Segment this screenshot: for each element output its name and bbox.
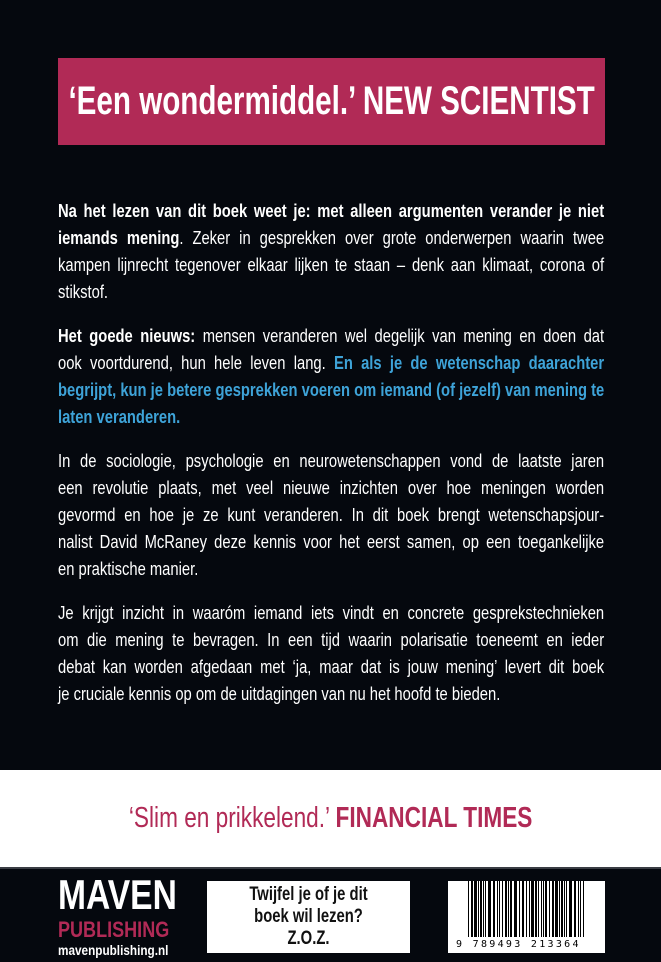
banner-text xyxy=(68,79,594,124)
teaser-zoz: Z.O.Z. xyxy=(287,928,330,949)
publisher-name: MAVEN xyxy=(58,871,177,918)
barcode-bar xyxy=(531,881,534,937)
barcode-bar xyxy=(564,881,565,937)
barcode-bar xyxy=(519,881,520,937)
text-segment: Het goede nieuws: xyxy=(58,326,196,346)
quote-banner xyxy=(58,58,605,145)
text-segment: iemands mening xyxy=(58,228,180,248)
text-line xyxy=(58,225,604,252)
text-line xyxy=(58,448,604,475)
text-line xyxy=(58,404,604,431)
barcode-bar xyxy=(474,881,477,937)
teaser-line-2: boek wil lezen? xyxy=(254,906,363,927)
barcode-bar xyxy=(529,881,530,937)
text-segment: stikstof. xyxy=(58,282,109,302)
barcode-bar xyxy=(483,881,484,937)
text-line xyxy=(58,252,604,279)
barcode-bar xyxy=(497,881,498,937)
barcode-bar xyxy=(499,881,500,937)
text-segment: Je krijgt inzicht in waaróm iemand iets vindt en concrete gesprekstechnieken xyxy=(58,603,605,623)
text-segment: mensen veranderen wel degelijk van mening en doen dat xyxy=(195,326,605,346)
text-segment: en praktische manier. xyxy=(58,559,199,579)
barcode-bar xyxy=(485,881,486,937)
barcode-bar xyxy=(541,881,542,937)
text-line xyxy=(58,350,604,377)
text-segment: je cruciale kennis op om de uitdagingen van nu het hoofd te bieden. xyxy=(58,684,501,704)
barcode-bar xyxy=(566,881,567,937)
text-segment: nalist David McRaney deze kennis voor het eerst samen, op een toegankelijke xyxy=(58,532,605,552)
barcode-bar xyxy=(555,881,558,937)
barcode-bar xyxy=(508,881,509,937)
text-line xyxy=(58,502,604,529)
text-line xyxy=(58,529,604,556)
text-line xyxy=(58,475,604,502)
barcode-bar xyxy=(559,881,560,937)
paragraph xyxy=(58,600,604,708)
text-segment: ook voortdurend, hun hele leven lang. xyxy=(58,353,334,373)
barcode-bar xyxy=(522,881,524,937)
text-line xyxy=(58,681,604,708)
barcode-bar xyxy=(583,881,584,937)
footer-strip xyxy=(0,867,661,962)
text-segment: Na het lezen van dit boek weet je: met alleen argumenten verander je niet xyxy=(58,201,605,221)
teaser-line-1: Twijfel je of je dit xyxy=(249,884,368,905)
barcode-bar xyxy=(549,881,550,937)
barcode-bar xyxy=(468,881,469,937)
text-line xyxy=(58,600,604,627)
barcode-bar xyxy=(535,881,537,937)
barcode-bar xyxy=(505,881,507,937)
text-line xyxy=(58,556,604,583)
text-segment: gevormd en hoe je ze kunt veranderen. In dit boek brengt wetenschapsjour- xyxy=(58,505,605,525)
barcode xyxy=(448,881,605,953)
review-source: FINANCIAL TIMES xyxy=(335,802,533,834)
review-band xyxy=(0,770,661,867)
publisher-logo xyxy=(58,871,177,959)
barcode-bar xyxy=(480,881,482,937)
barcode-bars xyxy=(468,881,586,937)
barcode-bar xyxy=(514,881,517,937)
text-segment: debat kan worden afgedaan met ‘ja, maar dat is jouw mening’ levert dit boek xyxy=(58,657,605,677)
barcode-bar xyxy=(510,881,512,937)
barcode-bar xyxy=(502,881,503,937)
text-line xyxy=(58,198,604,225)
isbn-number: 9 789493 213364 xyxy=(456,939,581,950)
barcode-bar xyxy=(478,881,479,937)
barcode-bar xyxy=(574,881,576,937)
barcode-bar xyxy=(526,881,527,937)
barcode-bar xyxy=(543,881,544,937)
text-segment: om die mening te bevragen. In een tijd waarin polarisatie toeneemt en ieder xyxy=(58,630,605,650)
review-quote: ‘Slim en prikkelend.’ xyxy=(128,802,330,834)
text-line xyxy=(58,654,604,681)
publisher-sub: PUBLISHING xyxy=(58,917,170,942)
text-segment: een revolutie plaats, met veel nieuwe inzichten over hoe meningen worden xyxy=(58,478,605,498)
text-segment: In de sociologie, psychologie en neurowetenschappen vond de laatste jaren xyxy=(58,451,605,471)
barcode-bar xyxy=(561,881,563,937)
text-line xyxy=(58,627,604,654)
text-line xyxy=(58,323,604,350)
barcode-bar xyxy=(580,881,581,937)
text-segment: En als je de wetenschap daarachter xyxy=(333,353,605,373)
barcode-bar xyxy=(493,881,495,937)
barcode-bar xyxy=(552,881,554,937)
barcode-bar xyxy=(538,881,539,937)
paragraph xyxy=(58,198,604,306)
paragraph xyxy=(58,323,604,431)
text-line xyxy=(58,377,604,404)
text-segment: kampen lijnrecht tegenover elkaar lijken te staan – denk aan klimaat, corona of xyxy=(58,255,605,275)
banner-quote: ‘Een wondermiddel.’ xyxy=(68,79,355,123)
barcode-bar xyxy=(578,881,579,937)
banner-source: NEW SCIENTIST xyxy=(362,79,595,123)
blurb-text xyxy=(58,198,604,725)
text-segment: . Zeker in gesprekken over grote onderwerpen waarin twee xyxy=(179,228,605,248)
text-segment: laten veranderen. xyxy=(58,407,181,427)
text-segment: begrijpt, kun je betere gesprekken voeren om iemand (of jezelf) van mening te xyxy=(58,380,605,400)
barcode-bar xyxy=(545,881,547,937)
barcode-bar xyxy=(488,881,491,937)
text-line xyxy=(58,279,604,306)
barcode-bar xyxy=(471,881,473,937)
publisher-url: mavenpublishing.nl xyxy=(58,942,169,958)
barcode-bar xyxy=(569,881,572,937)
teaser-box xyxy=(207,881,410,953)
paragraph xyxy=(58,448,604,583)
